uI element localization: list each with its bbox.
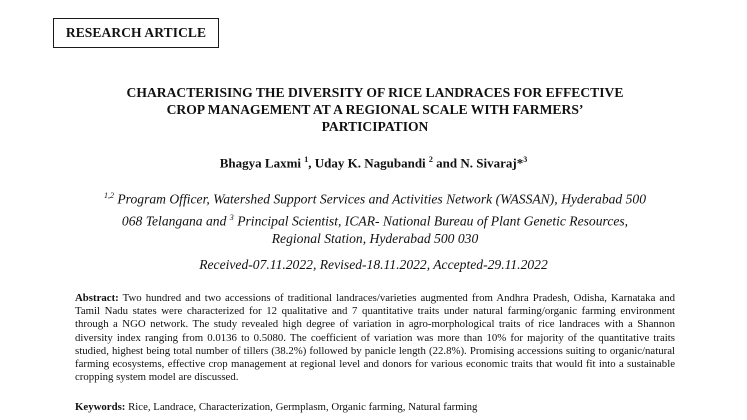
author-affiliation-mark: 3	[523, 155, 528, 164]
author-affiliation-mark: 1	[304, 155, 309, 164]
affiliations	[60, 187, 690, 248]
author-affiliation-mark: 2	[428, 155, 433, 164]
keywords	[75, 401, 675, 413]
author-name: N. Sivaraj*	[460, 155, 524, 171]
affiliation-line-1: $^{1,2}$ Program Officer, Watershed Support Services and Activities Network (WASSAN), Hyderabad 500	[103, 191, 647, 207]
abstract-text: Two hundred and two accessions of traditional landraces/varieties augmented from Andhra Pradesh, Odisha, Karnataka and Tamil Nadu states were characterized for 12 qualitative and 7 quantitative traits under natural farming/organic farming environment through a NGO network. The study revealed high degree of variation in agro-morphological traits of rice landraces with a Shannon diversity index ranging from 0.0136 to 0.5080. The coefficient of variation was more than 10% for majority of the quantitative traits studied, highest being total number of tillers (38.2%) followed by panicle length (22.8%). Promising accessions suiting to organic/natural farming ecosystems, effective crop management at regional level and donors for various economic traits that would fit into a sustainable cropping system model are discussed.	[75, 292, 675, 384]
affiliation-line-3: Regional Station, Hyderabad 500 030	[271, 231, 479, 247]
title-line-3: PARTICIPATION	[321, 119, 429, 134]
article-type-box	[53, 18, 219, 48]
abstract	[75, 292, 675, 384]
author-separator: ,	[308, 155, 315, 171]
author-list	[0, 155, 747, 171]
author-name: Bhagya Laxmi	[219, 155, 302, 171]
keywords-label: Keywords:	[75, 401, 126, 413]
paper-title	[70, 84, 680, 135]
affiliation-mark: 3	[229, 212, 234, 222]
affiliation-line-2: 068 Telangana and $^3$ Principal Scientist, ICAR- National Bureau of Plant Genetic Resources,	[121, 212, 629, 229]
abstract-label: Abstract:	[75, 292, 119, 304]
title-line-2: CROP MANAGEMENT AT A REGIONAL SCALE WITH FARMERS’	[166, 102, 584, 117]
submission-dates: Received-07.11.2022, Revised-18.11.2022, Accepted-29.11.2022	[199, 257, 548, 272]
title-line-1: CHARACTERISING THE DIVERSITY OF RICE LANDRACES FOR EFFECTIVE	[126, 85, 624, 100]
author-separator: and	[432, 155, 461, 171]
author-name: Uday K. Nagubandi	[314, 155, 426, 171]
article-type-label: RESEARCH ARTICLE	[65, 25, 207, 40]
keywords-text: Rice, Landrace, Characterization, Germplasm, Organic farming, Natural farming	[125, 401, 478, 413]
affiliation-mark: 1,2	[103, 191, 114, 200]
